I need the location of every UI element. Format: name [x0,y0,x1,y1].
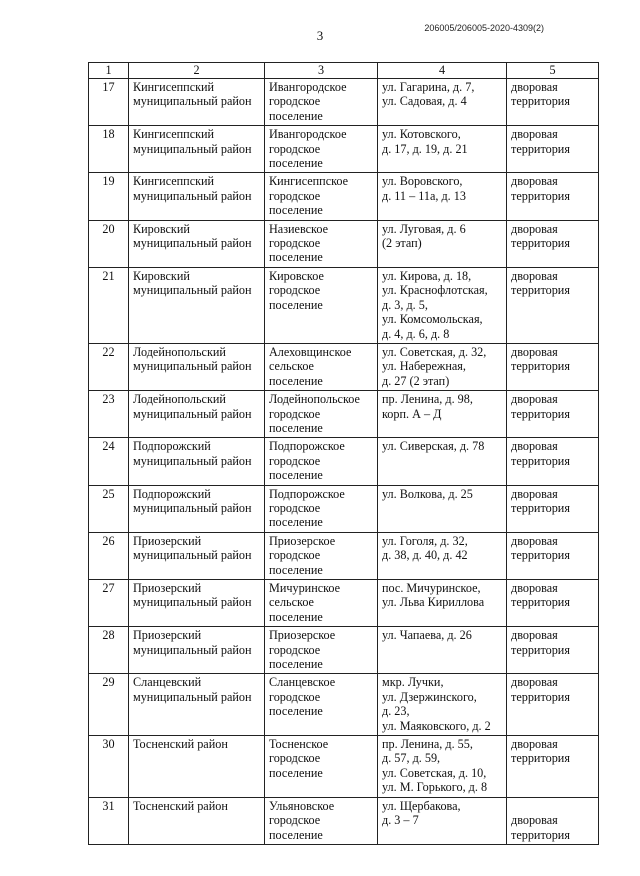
district-cell: Кировский муниципальный район [129,220,265,267]
row-number: 20 [89,220,129,267]
settlement-cell: Алеховщинское сельское поселение [265,343,378,390]
row-number: 24 [89,438,129,485]
settlement-cell: Назиевское городское поселение [265,220,378,267]
address-cell: ул. Котовского, д. 17, д. 19, д. 21 [378,126,507,173]
settlement-cell: Кингисеппское городское поселение [265,173,378,220]
territory-type-cell: дворовая территория [507,580,599,627]
table-row [89,736,599,798]
territory-type-cell: дворовая территория [507,391,599,438]
table-row [89,79,599,126]
row-number: 21 [89,267,129,343]
column-header: 4 [378,63,507,79]
column-header: 2 [129,63,265,79]
address-cell: ул. Воровского, д. 11 – 11а, д. 13 [378,173,507,220]
district-cell: Приозерский муниципальный район [129,627,265,674]
row-number: 30 [89,736,129,798]
district-cell: Кингисеппский муниципальный район [129,173,265,220]
table-row [89,126,599,173]
table-row [89,438,599,485]
territory-type-cell: дворовая территория [507,126,599,173]
column-header: 1 [89,63,129,79]
column-header: 5 [507,63,599,79]
table-row [89,485,599,532]
address-cell: мкр. Лучки, ул. Дзержинского, д. 23, ул. Маяковского, д. 2 [378,674,507,736]
settlement-cell: Приозерское городское поселение [265,532,378,579]
address-cell: ул. Чапаева, д. 26 [378,627,507,674]
table-row [89,220,599,267]
table-row [89,627,599,674]
address-cell: ул. Сиверская, д. 78 [378,438,507,485]
territory-type-cell: дворовая территория [507,343,599,390]
document-id: 206005/206005-2020-4309(2) [424,23,544,33]
territory-type-cell: дворовая территория [507,79,599,126]
territory-type-cell: дворовая территория [507,627,599,674]
district-cell: Кингисеппский муниципальный район [129,79,265,126]
column-header: 3 [265,63,378,79]
table-row [89,391,599,438]
table-row [89,173,599,220]
table-row [89,797,599,844]
row-number: 29 [89,674,129,736]
address-cell: пос. Мичуринское, ул. Льва Кириллова [378,580,507,627]
address-cell: пр. Ленина, д. 98, корп. А – Д [378,391,507,438]
table-row [89,674,599,736]
settlement-cell: Подпорожское городское поселение [265,438,378,485]
settlement-cell: Ульяновское городское поселение [265,797,378,844]
territory-type-cell: дворовая территория [507,674,599,736]
settlement-cell: Сланцевское городское поселение [265,674,378,736]
territory-type-cell: дворовая территория [507,736,599,798]
table-row [89,580,599,627]
settlement-cell: Приозерское городское поселение [265,627,378,674]
territory-type-cell: дворовая территория [507,485,599,532]
district-cell: Подпорожский муниципальный район [129,438,265,485]
territory-type-cell: дворовая территория [507,532,599,579]
district-cell: Лодейнопольский муниципальный район [129,391,265,438]
row-number: 25 [89,485,129,532]
address-cell: ул. Щербакова, д. 3 – 7 [378,797,507,844]
row-number: 27 [89,580,129,627]
district-cell: Приозерский муниципальный район [129,580,265,627]
district-cell: Кировский муниципальный район [129,267,265,343]
settlement-cell: Тосненское городское поселение [265,736,378,798]
territories-table [88,62,599,845]
district-cell: Сланцевский муниципальный район [129,674,265,736]
row-number: 22 [89,343,129,390]
address-cell: ул. Советская, д. 32, ул. Набережная, д. 27 (2 этап) [378,343,507,390]
page-number: 3 [316,28,324,43]
row-number: 31 [89,797,129,844]
settlement-cell: Ивангородское городское поселение [265,126,378,173]
district-cell: Лодейнопольский муниципальный район [129,343,265,390]
settlement-cell: Лодейнопольское городское поселение [265,391,378,438]
row-number: 18 [89,126,129,173]
settlement-cell: Ивангородское городское поселение [265,79,378,126]
territory-type-cell: дворовая территория [507,797,599,844]
table-body [89,79,599,845]
table-row [89,343,599,390]
row-number: 28 [89,627,129,674]
settlement-cell: Кировское городское поселение [265,267,378,343]
district-cell: Тосненский район [129,797,265,844]
row-number: 26 [89,532,129,579]
territory-type-cell: дворовая территория [507,438,599,485]
district-cell: Кингисеппский муниципальный район [129,126,265,173]
address-cell: ул. Гоголя, д. 32, д. 38, д. 40, д. 42 [378,532,507,579]
territory-type-cell: дворовая территория [507,173,599,220]
address-cell: ул. Гагарина, д. 7, ул. Садовая, д. 4 [378,79,507,126]
district-cell: Приозерский муниципальный район [129,532,265,579]
address-cell: ул. Луговая, д. 6 (2 этап) [378,220,507,267]
row-number: 23 [89,391,129,438]
row-number: 19 [89,173,129,220]
address-cell: ул. Кирова, д. 18, ул. Краснофлотская, д. 3, д. 5, ул. Комсомольская, д. 4, д. 6, д. 8 [378,267,507,343]
district-cell: Тосненский район [129,736,265,798]
row-number: 17 [89,79,129,126]
district-cell: Подпорожский муниципальный район [129,485,265,532]
table-header-row [89,63,599,79]
table-row [89,532,599,579]
address-cell: ул. Волкова, д. 25 [378,485,507,532]
territory-type-cell: дворовая территория [507,267,599,343]
territory-type-cell: дворовая территория [507,220,599,267]
table-row [89,267,599,343]
settlement-cell: Мичуринское сельское поселение [265,580,378,627]
address-cell: пр. Ленина, д. 55, д. 57, д. 59, ул. Советская, д. 10, ул. М. Горького, д. 8 [378,736,507,798]
settlement-cell: Подпорожское городское поселение [265,485,378,532]
